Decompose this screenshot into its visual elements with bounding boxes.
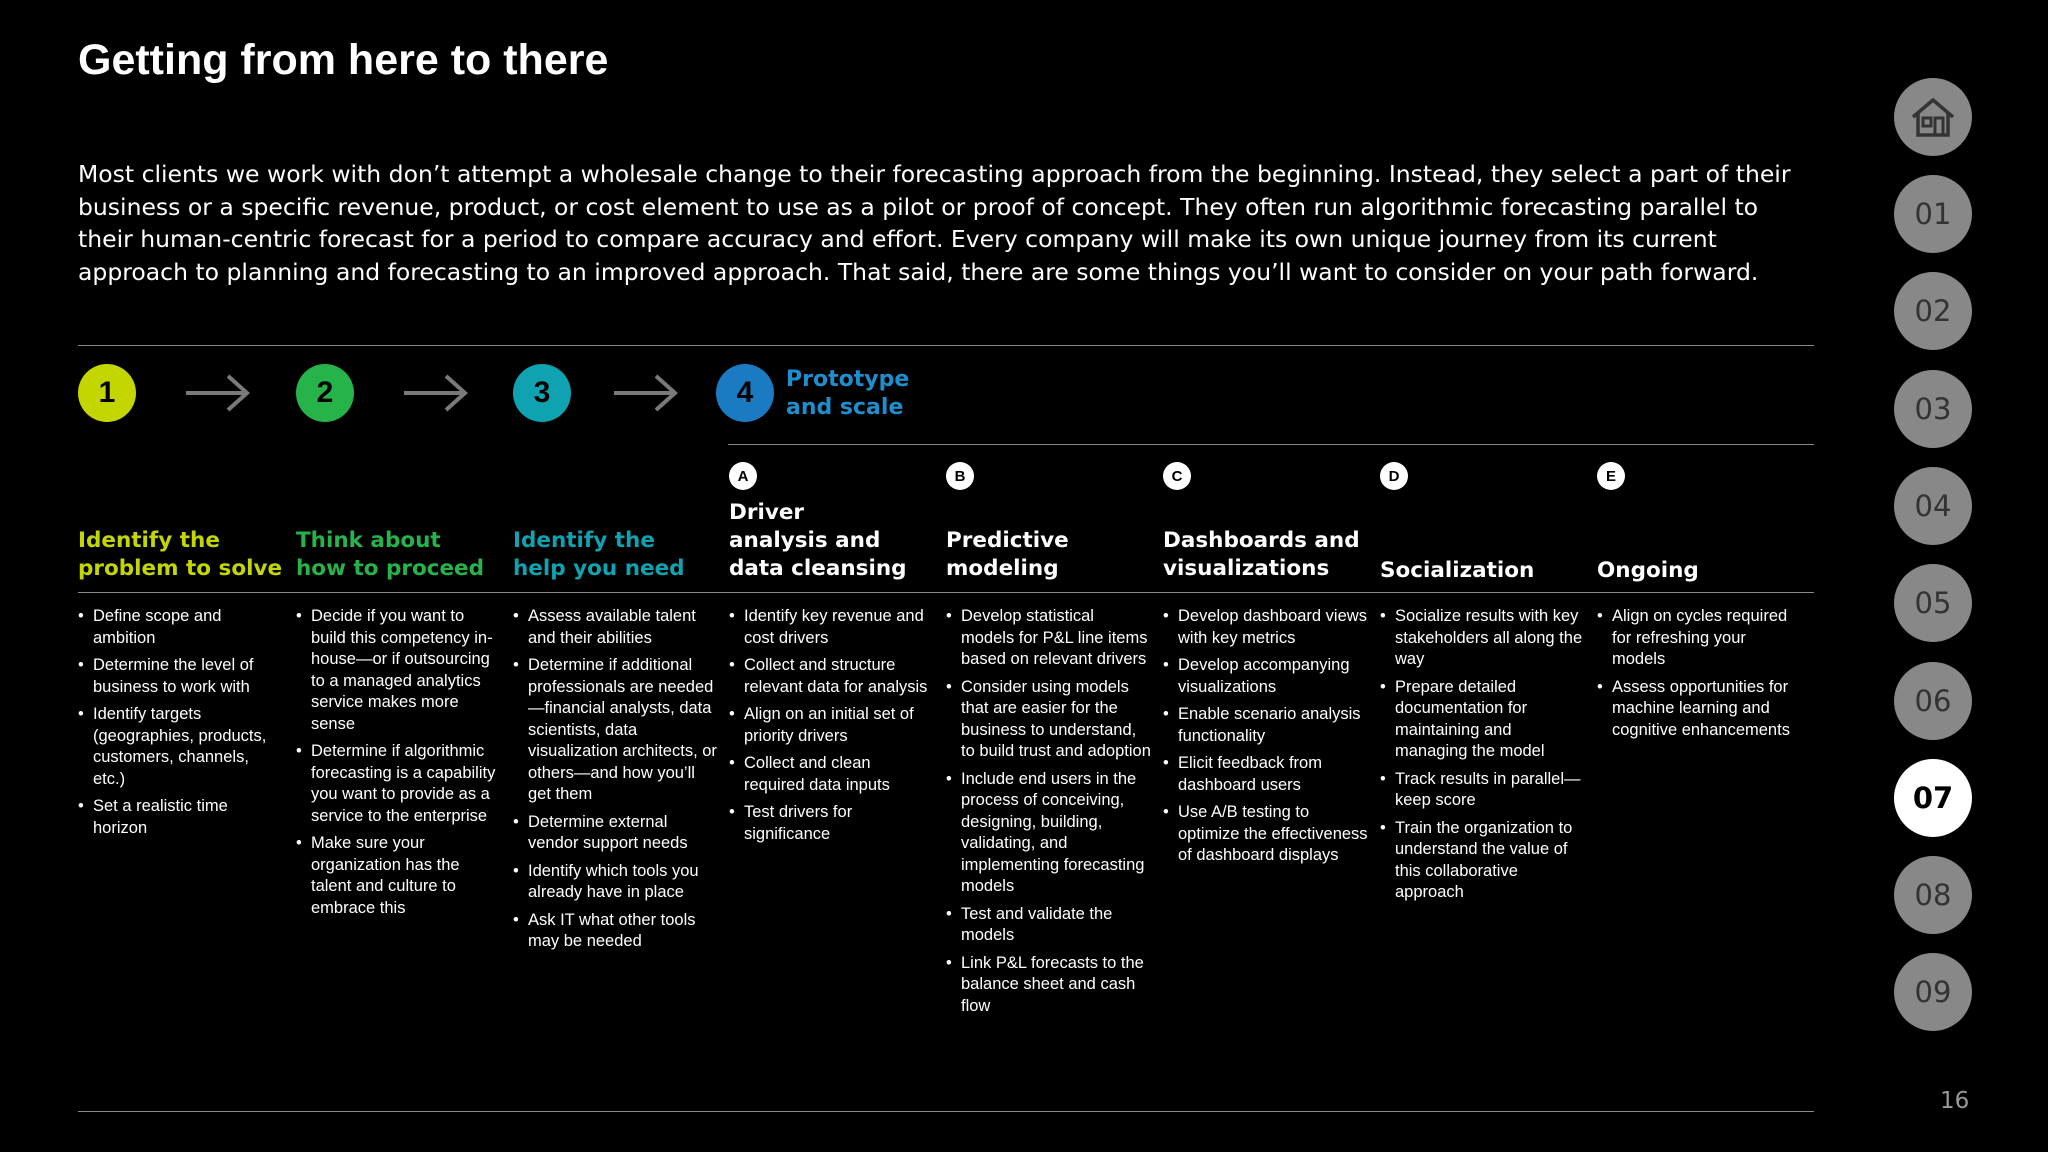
bullet-item: • Determine if algorithmic forecasting is a capability you want to provide as a service to the enterprise	[296, 741, 501, 827]
step-3-number: 3	[533, 376, 551, 409]
divider-phase4	[728, 444, 1814, 445]
bullet-item: • Determine if additional professionals are needed—financial analysts, data scientists, data visualization architects, or others—and how you’ll get them	[513, 655, 718, 806]
nav-section-07[interactable]: 07	[1894, 759, 1972, 837]
nav-section-08[interactable]: 08	[1894, 856, 1972, 934]
bullet-item: • Test and validate the models	[946, 904, 1151, 947]
heading-line: visualizations	[1163, 556, 1330, 581]
step-4-label-line2: and scale	[786, 395, 904, 420]
heading-line: Driver	[729, 500, 805, 525]
bullet-item: • Collect and structure relevant data for analysis	[729, 655, 934, 698]
bullet-item: • Include end users in the process of conceiving, designing, building, validating, and implementing forecasting models	[946, 769, 1151, 898]
divider-headings	[78, 592, 1814, 593]
arrow-right-icon	[184, 372, 252, 414]
step-4-label-line1: Prototype	[786, 367, 910, 392]
bullet-item: • Identify targets (geographies, products, customers, channels, etc.)	[78, 704, 283, 790]
heading-line: problem to solve	[78, 556, 283, 581]
column-d-bullets	[1380, 606, 1585, 910]
column-3-bullets	[513, 606, 718, 959]
column-c-bullets	[1163, 606, 1368, 873]
heading-line: Ongoing	[1597, 558, 1699, 583]
column-e-bullets	[1597, 606, 1802, 747]
bullet-item: • Develop statistical models for P&L line items based on relevant drivers	[946, 606, 1151, 671]
bullet-item: • Elicit feedback from dashboard users	[1163, 753, 1368, 796]
bullet-item: • Develop accompanying visualizations	[1163, 655, 1368, 698]
step-4-number: 4	[736, 376, 754, 409]
step-2-number: 2	[316, 376, 334, 409]
bullet-item: • Align on an initial set of priority drivers	[729, 704, 934, 747]
column-heading-identify-help	[513, 527, 728, 583]
nav-section-05[interactable]: 05	[1894, 564, 1972, 642]
badge-a: A	[729, 462, 757, 490]
divider-bottom	[78, 1111, 1814, 1112]
bullet-item: • Use A/B testing to optimize the effectiveness of dashboard displays	[1163, 802, 1368, 867]
bullet-item: • Assess opportunities for machine learning and cognitive enhancements	[1597, 677, 1802, 742]
nav-section-03[interactable]: 03	[1894, 370, 1972, 448]
badge-b: B	[946, 462, 974, 490]
step-3-circle	[513, 364, 571, 422]
bullet-item: • Assess available talent and their abilities	[513, 606, 718, 649]
bullet-item: • Identify which tools you already have in place	[513, 861, 718, 904]
bullet-item: • Set a realistic time horizon	[78, 796, 283, 839]
bullet-item: • Determine external vendor support needs	[513, 812, 718, 855]
bullet-item: • Consider using models that are easier for the business to understand, to build trust and adoption	[946, 677, 1151, 763]
bullet-item: • Identify key revenue and cost drivers	[729, 606, 934, 649]
nav-section-06[interactable]: 06	[1894, 662, 1972, 740]
column-heading-dashboards	[1163, 527, 1393, 583]
column-2-bullets	[296, 606, 501, 925]
badge-e: E	[1597, 462, 1625, 490]
column-heading-identify-problem	[78, 527, 293, 583]
heading-line: how to proceed	[296, 556, 485, 581]
heading-line: Identify the	[78, 528, 220, 553]
column-heading-predictive-modeling	[946, 527, 1161, 583]
step-4-label	[786, 366, 909, 422]
nav-home-button[interactable]	[1894, 78, 1972, 156]
column-heading-ongoing	[1597, 557, 1812, 585]
bullet-item: • Prepare detailed documentation for maintaining and managing the model	[1380, 677, 1585, 763]
bullet-item: • Collect and clean required data inputs	[729, 753, 934, 796]
arrow-right-icon	[402, 372, 470, 414]
home-icon	[1909, 95, 1957, 139]
heading-line: Socialization	[1380, 558, 1535, 583]
bullet-item: • Decide if you want to build this competency in-house—or if outsourcing to a managed analytics service makes more sense	[296, 606, 501, 735]
column-heading-driver-analysis	[729, 499, 944, 583]
bullet-item: • Track results in parallel—keep score	[1380, 769, 1585, 812]
step-2-circle	[296, 364, 354, 422]
page-number: 16	[1940, 1088, 1970, 1114]
bullet-item: • Determine the level of business to work with	[78, 655, 283, 698]
heading-line: help you need	[513, 556, 685, 581]
heading-line: analysis and	[729, 528, 881, 553]
bullet-item: • Align on cycles required for refreshing your models	[1597, 606, 1802, 671]
intro-paragraph: Most clients we work with don’t attempt a wholesale change to their forecasting approach from the beginning. Instead, they select a part of their business or a specific revenue, product, or cost element to use as a pilot or proof of concept. They often run algorithmic forecasting parallel to their human-centric forecast for a period to compare accuracy and effort. Every company will make its own unique journey from its current approach to planning and forecasting to an improved approach. That said, there are some things you’ll want to consider on your path forward.	[78, 160, 1791, 286]
bullet-item: • Enable scenario analysis functionality	[1163, 704, 1368, 747]
nav-section-09[interactable]: 09	[1894, 953, 1972, 1031]
heading-line: Predictive	[946, 528, 1069, 553]
bullet-item: • Make sure your organization has the talent and culture to embrace this	[296, 833, 501, 919]
bullet-item: • Define scope and ambition	[78, 606, 283, 649]
bullet-item: • Socialize results with key stakeholders all along the way	[1380, 606, 1585, 671]
heading-line: Think about	[296, 528, 441, 553]
divider-top	[78, 345, 1814, 346]
bullet-item: • Link P&L forecasts to the balance sheet and cash flow	[946, 953, 1151, 1018]
bullet-item: • Develop dashboard views with key metrics	[1163, 606, 1368, 649]
bullet-item: • Test drivers for significance	[729, 802, 934, 845]
heading-line: Identify the	[513, 528, 655, 553]
page-title: Getting from here to there	[78, 36, 609, 84]
heading-line: modeling	[946, 556, 1059, 581]
heading-line: data cleansing	[729, 556, 907, 581]
step-1-circle	[78, 364, 136, 422]
badge-c: C	[1163, 462, 1191, 490]
nav-section-02[interactable]: 02	[1894, 272, 1972, 350]
nav-section-01[interactable]: 01	[1894, 175, 1972, 253]
column-heading-think-about	[296, 527, 511, 583]
step-4-circle	[716, 364, 774, 422]
column-b-bullets	[946, 606, 1151, 1023]
heading-line: Dashboards and	[1163, 528, 1360, 553]
bullet-item: • Ask IT what other tools may be needed	[513, 910, 718, 953]
step-1-number: 1	[98, 376, 116, 409]
nav-section-04[interactable]: 04	[1894, 467, 1972, 545]
column-heading-socialization	[1380, 557, 1595, 585]
arrow-right-icon	[612, 372, 680, 414]
column-a-bullets	[729, 606, 934, 851]
badge-d: D	[1380, 462, 1408, 490]
column-1-bullets	[78, 606, 283, 845]
bullet-item: • Train the organization to understand the value of this collaborative approach	[1380, 818, 1585, 904]
